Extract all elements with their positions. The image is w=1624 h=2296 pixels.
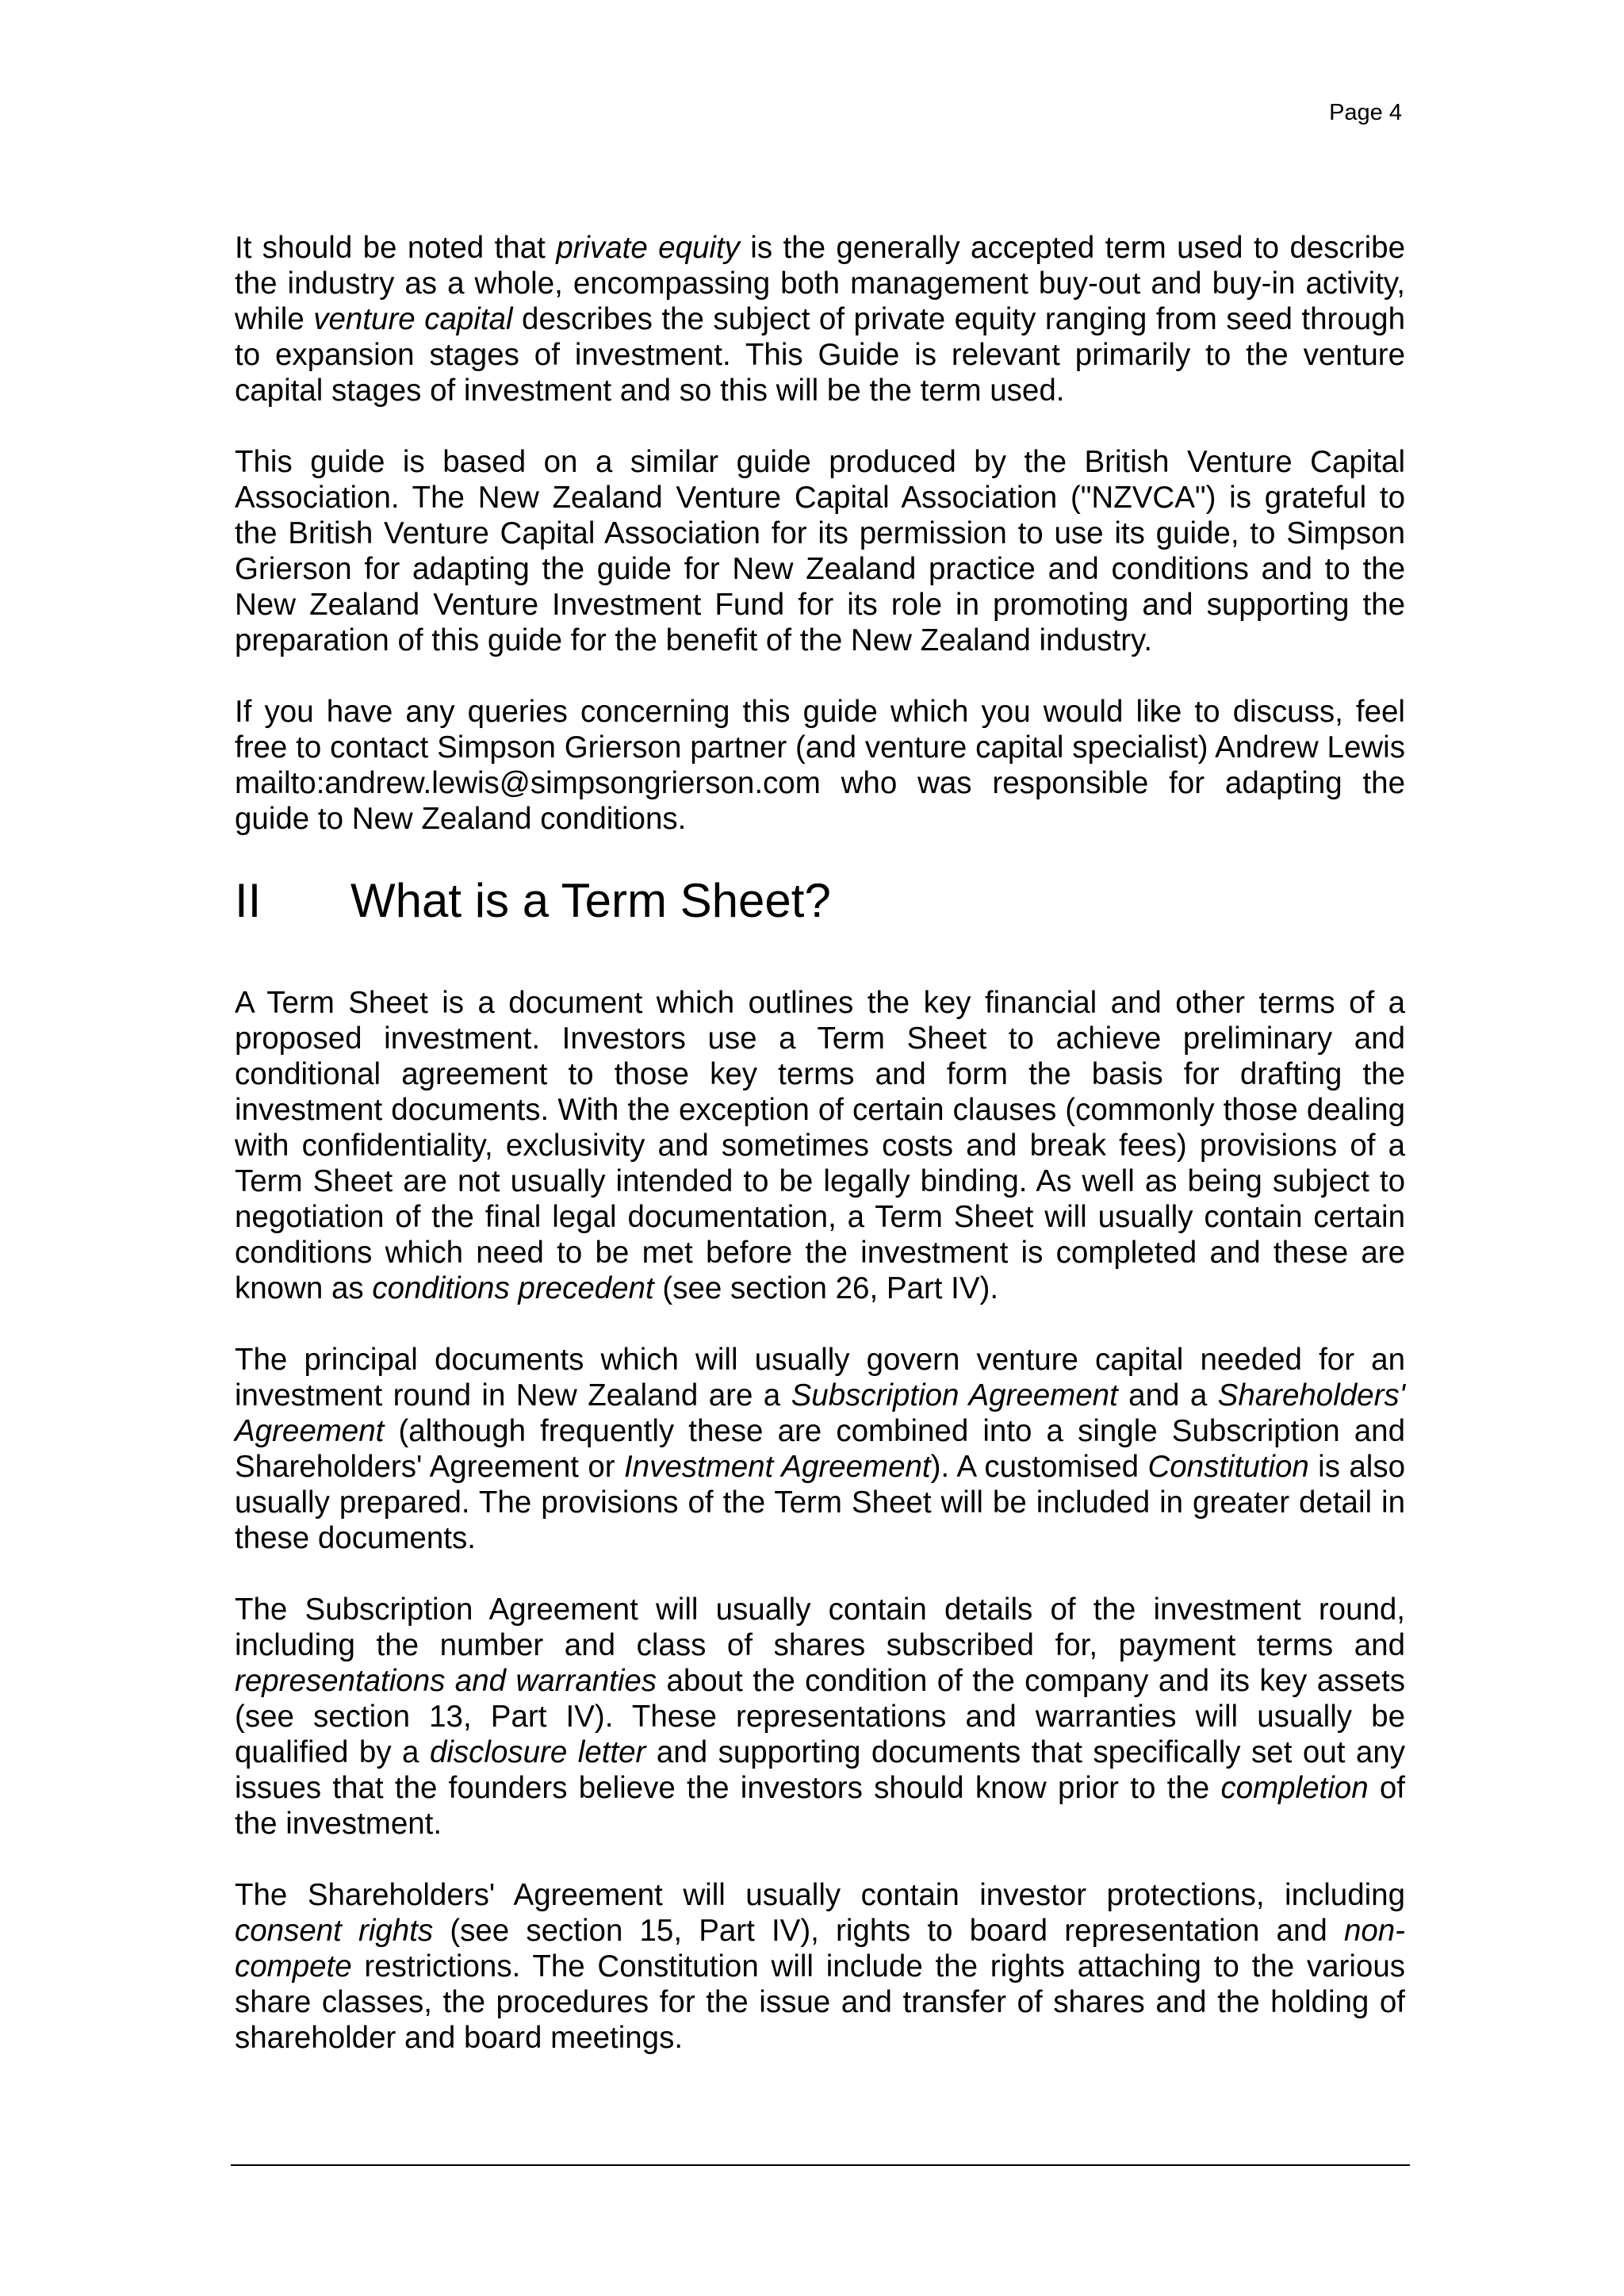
emphasis-conditions-precedent: conditions precedent — [372, 1271, 654, 1305]
section-title: What is a Term Sheet? — [350, 874, 831, 927]
text-run: and supporting documents that specifically set out any issues that the founders believe the investors should know prior to the — [235, 1735, 1405, 1805]
emphasis-constitution: Constitution — [1147, 1450, 1309, 1484]
text-run: is also usually prepared. The provisions of the Term Sheet will be included in greater detail in these documents. — [235, 1450, 1405, 1555]
emphasis-venture-capital: venture capital — [313, 302, 513, 336]
section-paragraph-4 — [235, 1877, 1405, 2056]
text-run: (see section 15, Part IV), rights to board representation and — [433, 1914, 1344, 1948]
emphasis-consent-rights: consent rights — [235, 1914, 434, 1948]
text-run: and a — [1117, 1378, 1218, 1412]
emphasis-disclosure-letter: disclosure letter — [429, 1735, 646, 1769]
emphasis-completion: completion — [1220, 1771, 1369, 1805]
section-paragraph-3 — [235, 1592, 1405, 1842]
text-run: The Shareholders' Agreement will usually contain investor protections, including — [235, 1878, 1405, 1912]
emphasis-shareholders-agreement: Shareholders' Agreement — [235, 1378, 1405, 1448]
text-run: ). A customised — [930, 1450, 1148, 1484]
emphasis-subscription-agreement: Subscription Agreement — [791, 1378, 1118, 1412]
section-paragraph-1 — [235, 985, 1405, 1306]
intro-paragraph-2: This guide is based on a similar guide produced by the British Venture Capital Association. The New Zealand Venture Capital Association ("NZVCA") is grateful to the British Venture Capital Association for its permission to use its guide, to Simpson Grierson for adapting the guide for New Zealand practice and conditions and to the New Zealand Venture Investment Fund for its role in promoting and supporting the preparation of this guide for the benefit of the New Zealand industry. — [235, 445, 1405, 657]
text-run: The Subscription Agreement will usually contain details of the investment round, including the number and class of shares subscribed for, payment terms and — [235, 1593, 1405, 1662]
text-run: of the investment. — [235, 1771, 1405, 1841]
text-run: is the generally accepted term used to describe the industry as a whole, encompassing both management buy-out and buy-in activity, while — [235, 231, 1405, 336]
text-run: (although frequently these are combined into a single Subscription and Shareholders' Agreement or — [235, 1414, 1405, 1484]
footer-divider — [231, 2164, 1410, 2166]
page-number: Page 4 — [1329, 100, 1402, 125]
intro-paragraph-3 — [235, 694, 1405, 837]
text-run: It should be noted that — [235, 231, 557, 265]
text-run: restrictions. The Constitution will include the rights attaching to the various share classes, the procedures for the issue and transfer of shares and the holding of shareholder and board meetings. — [235, 1949, 1405, 2055]
text-run: (see section 26, Part IV). — [653, 1271, 999, 1305]
emphasis-representations-warranties: representations and warranties — [235, 1664, 657, 1698]
page-body — [235, 230, 1405, 2091]
text-run: about the condition of the company and its key assets (see section 13, Part IV). These representations and warranties will usually be qualified by a — [235, 1664, 1405, 1769]
text-run: describes the subject of private equity ranging from seed through to expansion stages of investment. This Guide is relevant primarily to the venture capital stages of investment and so this will be the term used. — [235, 302, 1406, 408]
text-run: The principal documents which will usually govern venture capital needed for an investment round in New Zealand are a — [235, 1343, 1405, 1412]
text-run: who was responsible for adapting the guide to New Zealand conditions. — [235, 766, 1405, 836]
section-heading — [235, 872, 1405, 930]
contact-email-link[interactable]: mailto:andrew.lewis@simpsongrierson.com — [235, 766, 821, 800]
section-paragraph-2 — [235, 1342, 1405, 1556]
text-run: A Term Sheet is a document which outlines the key financial and other terms of a proposed investment. Investors use a Term Sheet to achieve preliminary and conditional agreement to those key terms and form the basis for drafting the investment documents. With the exception of certain clauses (commonly those dealing with confidentiality, exclusivity and sometimes costs and break fees) provisions of a Term Sheet are not usually intended to be legally binding. As well as being subject to negotiation of the final legal documentation, a Term Sheet will usually contain certain conditions which need to be met before the investment is completed and these are known as — [235, 986, 1405, 1305]
emphasis-non-compete: non-compete — [235, 1914, 1405, 1984]
intro-paragraph-1 — [235, 230, 1405, 408]
emphasis-private-equity: private equity — [556, 231, 740, 265]
emphasis-investment-agreement: Investment Agreement — [623, 1450, 931, 1484]
text-run: If you have any queries concerning this guide which you would like to discuss, feel free to contact Simpson Grierson partner (and venture capital specialist) Andrew Lewis — [235, 695, 1405, 765]
section-number: II — [235, 874, 262, 927]
